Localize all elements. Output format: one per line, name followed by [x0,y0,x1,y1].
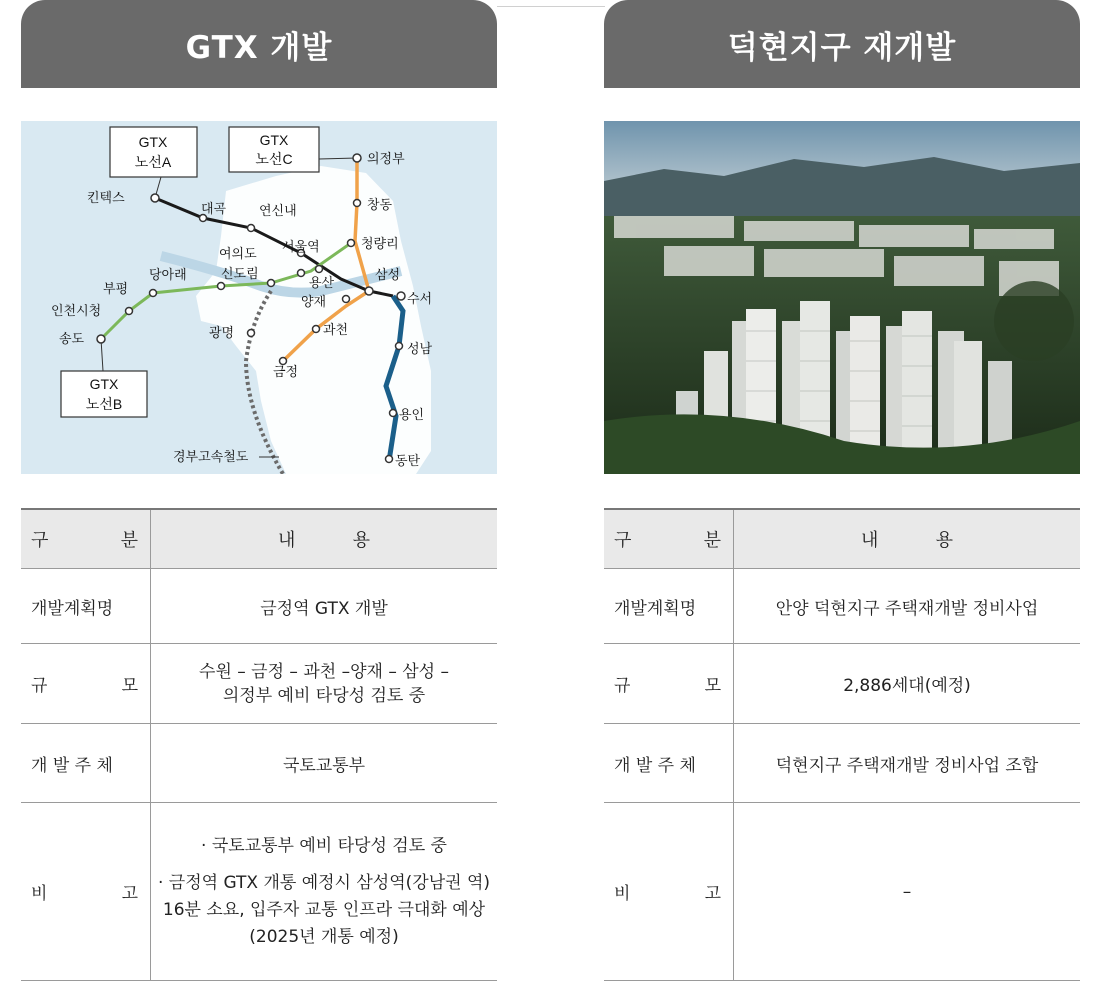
table-row [21,803,497,981]
svg-text:부평: 부평 [103,281,129,296]
svg-text:노선A: 노선A [134,154,172,170]
row-value: 국토교통부 [151,724,498,803]
row-key: 규 모 [21,644,151,724]
svg-text:수서: 수서 [407,291,433,306]
svg-text:의정부: 의정부 [367,151,405,166]
deokhyeon-info-table [604,508,1080,981]
head-key-cell: 구 분 [21,509,151,569]
svg-text:경부고속철도: 경부고속철도 [173,449,249,464]
svg-text:킨텍스: 킨텍스 [87,190,125,205]
note-item: · 금정역 GTX 개통 예정시 삼성역(강남권 역) 16분 소요, 입주자 교통 인프라 극대화 예상 (2025년 개통 예정) [157,872,491,947]
deokhyeon-title: 덕현지구 재개발 [727,29,957,66]
hill-foliage [994,281,1074,361]
svg-text:송도: 송도 [59,331,85,346]
deokhyeon-header [604,0,1080,88]
table-row [604,569,1080,644]
table-row [21,569,497,644]
rendering-svg [604,121,1080,474]
row-value: 안양 덕현지구 주택재개발 정비사업 [734,569,1081,644]
row-value: 덕현지구 주택재개발 정비사업 조합 [734,724,1081,803]
svg-text:노선C: 노선C [255,151,293,167]
svg-text:용산: 용산 [309,275,335,290]
row-value: 2,886세대(예정) [734,644,1081,724]
gtx-header [21,0,497,88]
svg-text:당아래: 당아래 [149,267,187,282]
row-key: 개발계획명 [21,569,151,644]
gtx-info-table [21,508,497,981]
gtx-panel [21,0,497,947]
row-value: 금정역 GTX 개발 [151,569,498,644]
row-key: 비 고 [604,803,734,981]
row-key: 개 발 주 체 [21,724,151,803]
table-row [604,803,1080,981]
top-divider [497,6,605,7]
gtx-map-svg [21,121,497,474]
svg-text:신도림: 신도림 [221,266,259,281]
table-row [604,644,1080,724]
svg-text:동탄: 동탄 [395,453,421,468]
svg-text:삼성: 삼성 [375,267,401,282]
table-head-row [604,509,1080,569]
svg-text:GTX: GTX [259,132,289,148]
svg-text:연신내: 연신내 [259,203,297,218]
svg-text:대곡: 대곡 [201,201,227,216]
row-value: – [734,803,1081,981]
table-row [604,724,1080,803]
svg-text:금정: 금정 [273,364,299,379]
gtx-title: GTX 개발 [185,29,333,66]
table-row [21,724,497,803]
head-value-cell: 내 용 [151,509,498,569]
row-key: 비 고 [21,803,151,981]
svg-text:용인: 용인 [399,407,425,422]
svg-text:서울역: 서울역 [282,239,320,254]
head-key-cell: 구 분 [604,509,734,569]
svg-text:청량리: 청량리 [361,236,399,251]
deokhyeon-panel [604,0,1080,904]
svg-text:여의도: 여의도 [219,246,257,261]
row-key: 규 모 [604,644,734,724]
redevelopment-rendering-image [604,121,1080,474]
row-key: 개 발 주 체 [604,724,734,803]
row-value: 수원 – 금정 – 과천 –양재 – 삼성 – 의정부 예비 타당성 검토 중 [151,644,498,724]
callout-line-b [61,339,147,417]
svg-text:양재: 양재 [301,294,327,309]
table-row [21,644,497,724]
callout-line-c [229,127,357,172]
head-value-cell: 내 용 [734,509,1081,569]
svg-text:창동: 창동 [367,197,393,212]
svg-text:노선B: 노선B [85,396,123,412]
svg-text:성남: 성남 [407,341,433,356]
callout-line-a [110,127,197,198]
row-value-notes [151,803,498,981]
row-key: 개발계획명 [604,569,734,644]
note-item: · 국토교통부 예비 타당성 검토 중 [201,835,447,856]
svg-text:광명: 광명 [209,325,235,340]
svg-text:GTX: GTX [138,134,168,150]
gtx-route-map [21,121,497,474]
svg-text:과천: 과천 [323,322,349,337]
svg-text:GTX: GTX [89,376,119,392]
table-head-row [21,509,497,569]
svg-text:인천시청: 인천시청 [51,303,102,318]
